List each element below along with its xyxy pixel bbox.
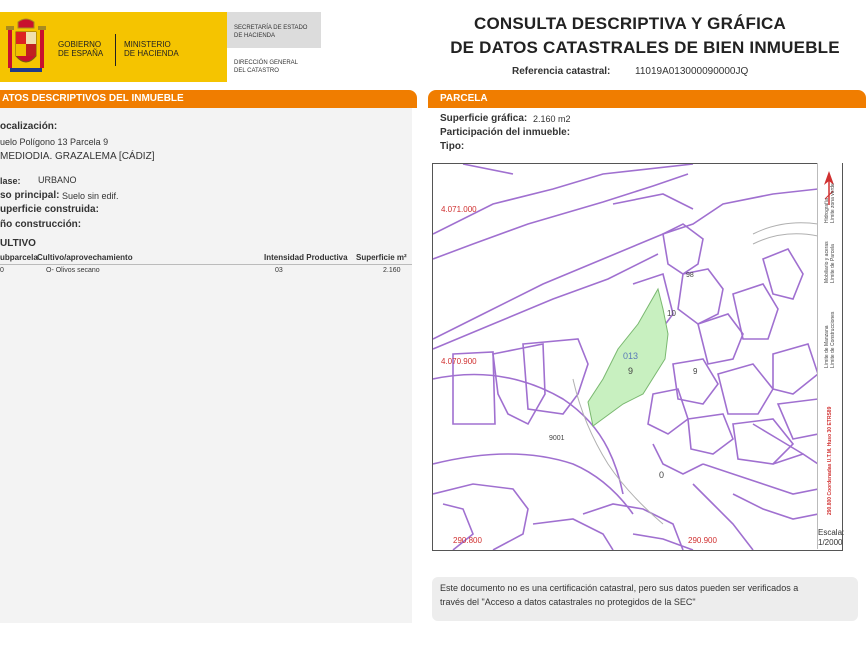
secretariat-line1: SECRETARÍA DE ESTADO <box>234 25 308 31</box>
parcel-label-9b: 9 <box>693 367 698 376</box>
type-label: Tipo: <box>440 141 465 152</box>
ministry-name <box>124 40 179 58</box>
crop-cell-intensity: 03 <box>275 267 283 274</box>
crop-cell-subparcel: 0 <box>0 267 4 274</box>
legend-building-limit: Límite de Construcciones <box>830 311 836 368</box>
main-use-value: Suelo sin edif. <box>62 191 119 201</box>
legend-block-limit: Límite de Manzana <box>824 325 830 368</box>
main-use-label: so principal: <box>0 190 60 201</box>
notice-line2: través del "Acceso a datos catastrales no protegidos de la SEC" <box>440 597 696 607</box>
cadastral-map-drawing <box>433 164 818 550</box>
legend-parcel-limit: Límite de Parcela <box>830 244 836 283</box>
location-line2: MEDIODIA. GRAZALEMA [CÁDIZ] <box>0 151 155 162</box>
gov-line1: GOBIERNO <box>58 40 102 49</box>
class-label: lase: <box>0 176 21 186</box>
cadastral-map[interactable] <box>432 163 843 551</box>
coord-label-west: 290.800 <box>453 536 482 545</box>
document-title-line1: CONSULTA DESCRIPTIVA Y GRÁFICA <box>473 14 787 33</box>
table-row <box>0 265 412 277</box>
coord-label-mid: 4.070.900 <box>441 357 477 366</box>
crop-cell-crop: O- Olivos secano <box>46 267 100 274</box>
graphic-surface-label: Superficie gráfica: <box>440 113 528 124</box>
parcel-label-98: 98 <box>686 272 694 279</box>
map-scale <box>818 528 845 549</box>
location-line1: uelo Polígono 13 Parcela 9 <box>0 137 109 147</box>
location-label: ocalización: <box>0 121 58 132</box>
parcel-header: PARCELA <box>428 90 866 108</box>
parcel-label-9001: 9001 <box>549 435 565 442</box>
descriptive-data-header: ATOS DESCRIPTIVOS DEL INMUEBLE <box>0 90 417 108</box>
crop-table-header <box>0 250 412 265</box>
secretariat-name <box>234 24 307 40</box>
parcel-label-10: 10 <box>667 309 676 318</box>
scale-value: 1/2000 <box>818 538 843 547</box>
direction-line2: DEL CATASTRO <box>234 68 279 74</box>
coord-label-north: 4.071.000 <box>441 205 477 214</box>
gov-line2: DE ESPAÑA <box>58 49 104 58</box>
map-legend <box>817 163 845 549</box>
crop-cell-surface: 2.160 <box>383 267 401 274</box>
legend-furniture: Mobiliario y aceras <box>824 241 830 283</box>
direction-line1: DIRECCIÓN GENERAL <box>234 60 299 66</box>
crop-header-subparcel: ubparcela <box>0 253 38 262</box>
legend-green-zone: Límite zona verde <box>830 183 836 223</box>
cadastral-reference-value: 11019A013000090000JQ <box>635 66 749 77</box>
crop-header-crop: Cultivo/aprovechamiento <box>37 253 133 262</box>
verification-notice <box>432 577 858 621</box>
crop-header-intensity: Intensidad Productiva <box>264 253 348 262</box>
built-area-label: uperficie construida: <box>0 204 99 215</box>
cadastral-reference-label: Referencia catastral: <box>512 66 611 77</box>
coat-of-arms-icon <box>2 18 50 76</box>
secretariat-line2: DE HACIENDA <box>234 33 276 39</box>
document-title-line2: DE DATOS CATASTRALES DE BIEN INMUEBLE <box>450 38 840 57</box>
graphic-surface-value: 2.160 m2 <box>533 114 571 124</box>
participation-label: Participación del inmueble: <box>440 127 571 138</box>
coord-label-east: 290.900 <box>688 536 717 545</box>
notice-line1: Este documento no es una certificación catastral, pero sus datos pueden ser verificados a <box>440 583 799 593</box>
ministry-line2: DE HACIENDA <box>124 49 179 58</box>
government-name <box>58 40 103 58</box>
direction-name <box>234 59 298 75</box>
legend-hydrography: Hidrografía <box>824 198 830 223</box>
descriptive-data-panel <box>0 108 412 623</box>
utm-coordinates-note: 290.800 Coordenadas U.T.M. Huso 30 ETRS89 <box>827 406 833 515</box>
logo-divider <box>115 34 116 66</box>
construction-year-label: ño construcción: <box>0 219 82 230</box>
parcel-label-9: 9 <box>628 366 634 376</box>
class-value: URBANO <box>38 175 77 185</box>
parcel-label-013: 013 <box>623 351 639 361</box>
scale-label: Escala: <box>818 528 845 537</box>
crop-section-title: ULTIVO <box>0 238 36 249</box>
ministry-line1: MINISTERIO <box>124 40 171 49</box>
parcel-label-0: 0 <box>659 470 665 480</box>
crop-header-surface: Superficie m² <box>356 253 407 262</box>
